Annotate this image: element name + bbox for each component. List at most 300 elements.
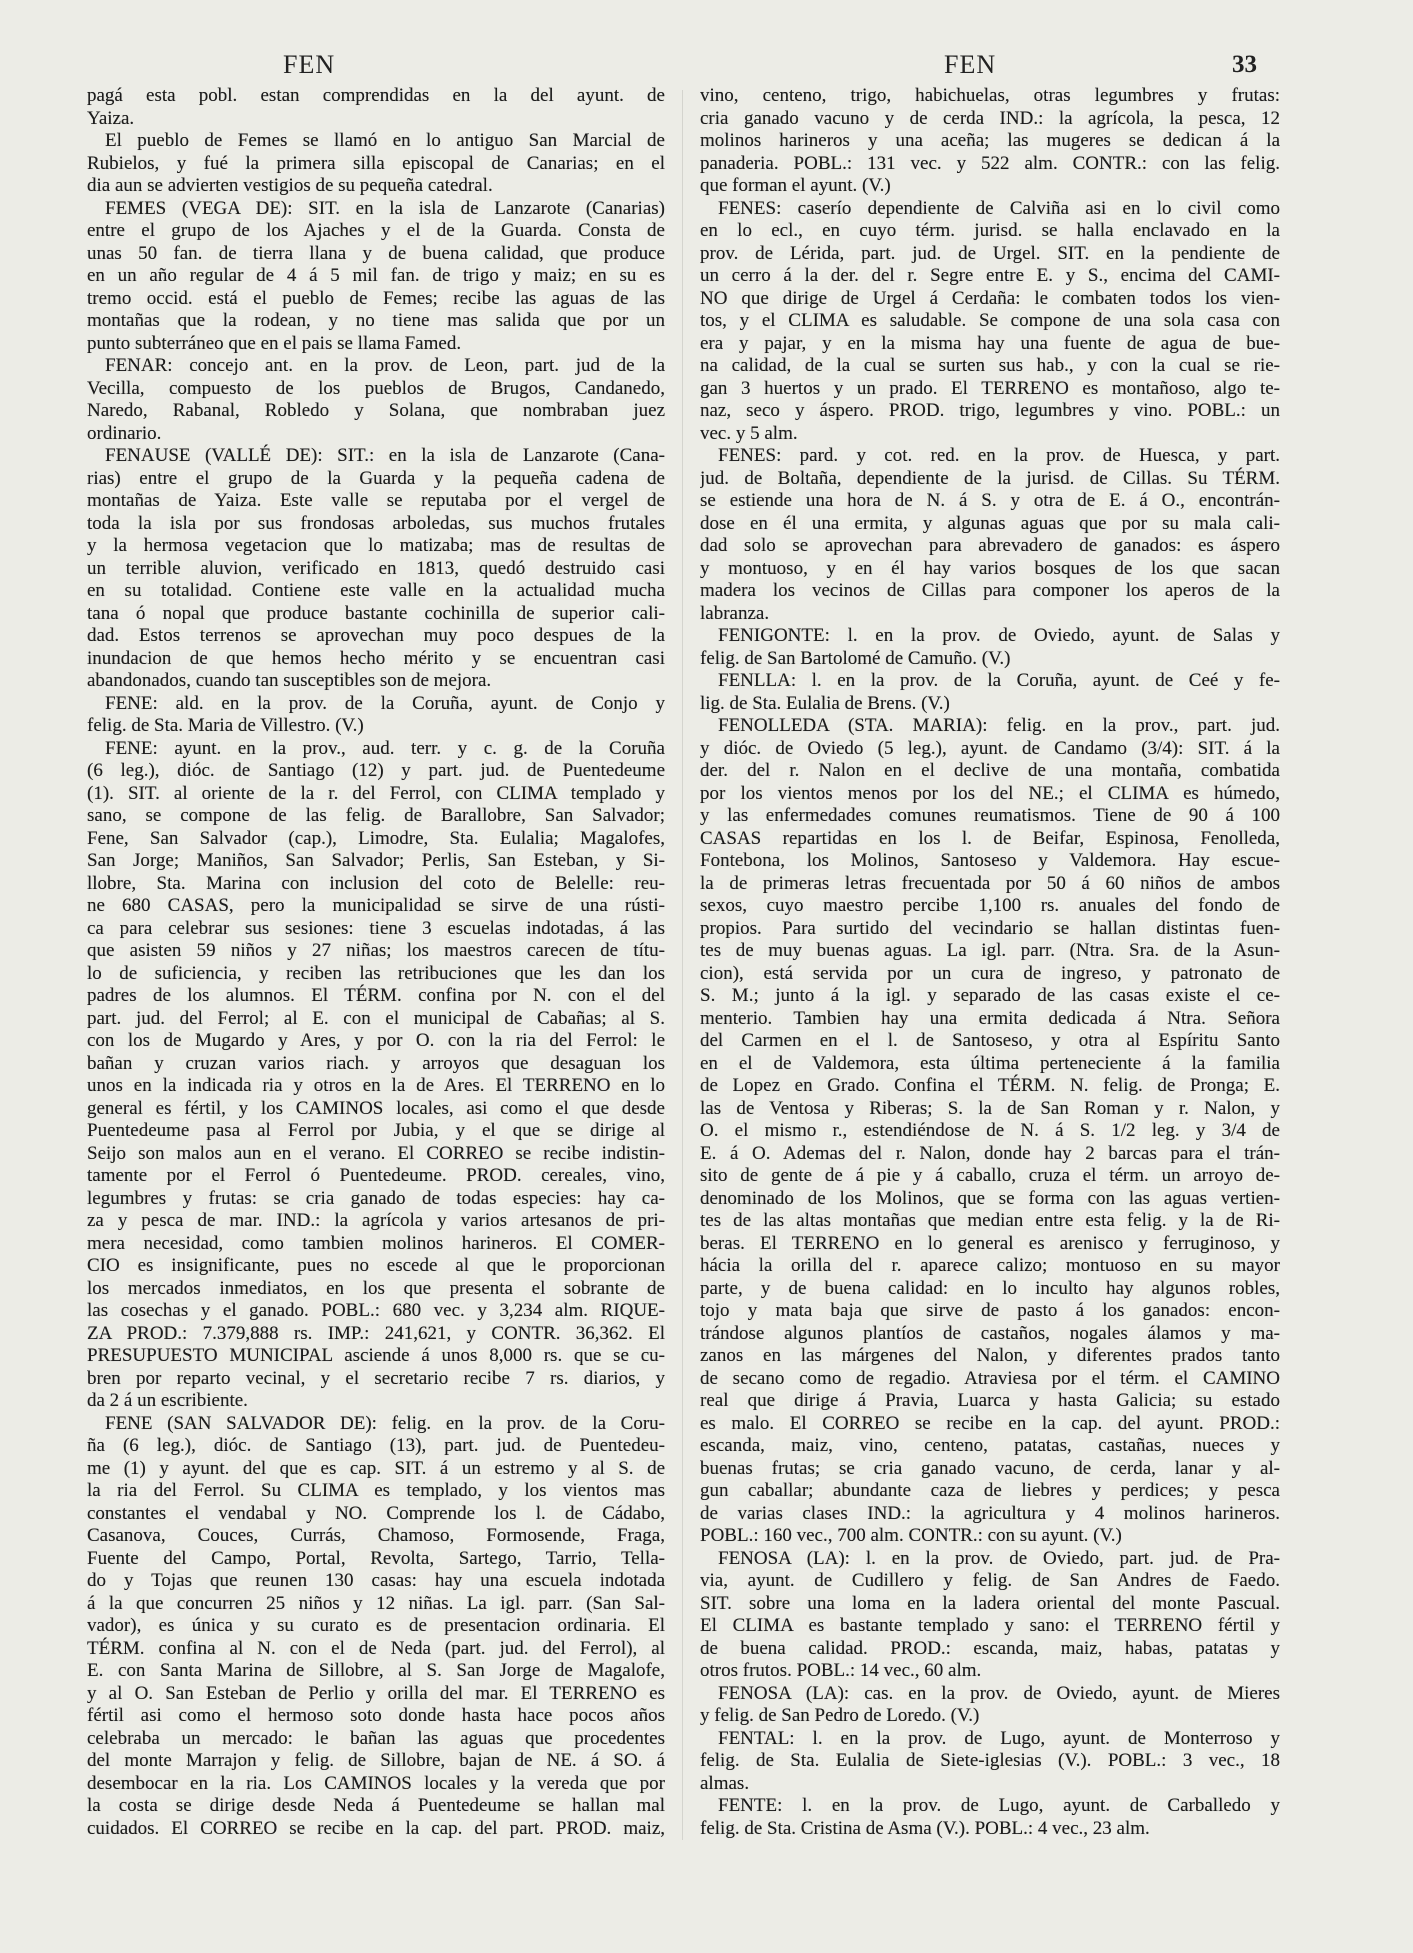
text-line — [87, 1323, 665, 1346]
text-line — [87, 1435, 665, 1458]
line-text: unos en la indicada ria y otros en la de Ares. El TERRENO en lo — [87, 1075, 665, 1096]
text-line — [87, 1143, 665, 1166]
text-line — [700, 1233, 1280, 1256]
text-line — [87, 400, 665, 423]
line-text: las cosechas y el ganado. POBL.: 680 vec. y 3,234 alm. RIQUE- — [87, 1300, 665, 1321]
entry-first-line — [700, 445, 1280, 468]
line-text: me (1) y ayunt. del que es cap. SIT. á un estremo y al S. de — [87, 1457, 665, 1479]
text-line — [700, 580, 1280, 603]
line-text: O. el mismo r., estendiéndose de N. á S. 1/2 leg. y 3/4 de — [700, 1120, 1280, 1141]
text-line — [87, 1818, 665, 1841]
text-line — [87, 1683, 665, 1706]
entry-first-line — [87, 130, 665, 153]
line-text: las de Ventosa y Riberas; S. la de San Roman y r. Nalon, y — [700, 1097, 1280, 1119]
line-text: menterio. Tambien hay una ermita dedicada á Ntra. Señora — [700, 1007, 1280, 1029]
text-line — [700, 1143, 1280, 1166]
line-text: pagá esta pobl. estan comprendidas en la del ayunt. de — [87, 85, 665, 106]
text-line — [87, 580, 665, 603]
text-line — [700, 558, 1280, 581]
text-line — [87, 940, 665, 963]
line-text: toda la isla por sus frondosas arboledas, sus muchos frutales — [87, 512, 665, 534]
text-line — [700, 760, 1280, 783]
line-text: es malo. El CORREO se recibe en la cap. del ayunt. PROD.: — [700, 1412, 1280, 1434]
line-text: bañan y cruzan varios riach. y arroyos que desaguan los — [87, 1052, 665, 1074]
line-text: gun caballar; abundante caza de liebres y perdices; y pesca — [700, 1480, 1280, 1501]
text-line — [87, 918, 665, 941]
text-line — [87, 1188, 665, 1211]
line-text: fértil asi como el hermoso soto donde hasta hace pocos años — [87, 1705, 665, 1726]
line-text: (1). SIT. al oriente de la r. del Ferrol, con CLIMA templado y — [87, 782, 665, 804]
text-line — [700, 850, 1280, 873]
text-line — [700, 985, 1280, 1008]
line-text: dad solo se aprovechan para abrevadero de ganados: es áspero — [700, 535, 1280, 556]
text-line — [700, 85, 1280, 108]
text-line — [700, 1435, 1280, 1458]
line-text: tremo occid. está el pueblo de Femes; recibe las aguas de las — [87, 287, 665, 309]
line-text: Yaiza. — [87, 107, 135, 129]
line-text: tes de las altas montañas que median entre esta felig. y la de Ri- — [700, 1210, 1280, 1231]
entry-first-line — [87, 1413, 665, 1436]
line-text: mera necesidad, como tambien molinos harineros. El COMER- — [87, 1232, 665, 1254]
text-line — [87, 1660, 665, 1683]
line-text: por los vientos menos por los del NE.; el CLIMA es húmedo, — [700, 782, 1280, 804]
line-text: E. con Santa Marina de Sillobre, al S. San Jorge de Magalofe, — [87, 1660, 665, 1681]
line-text: la costa se dirige desde Neda á Puentedeume se hallan mal — [87, 1795, 665, 1816]
text-line — [87, 85, 665, 108]
text-line — [700, 1120, 1280, 1143]
text-line — [700, 1458, 1280, 1481]
line-text: denominado de los Molinos, que se forma con las aguas vertien- — [700, 1187, 1280, 1209]
text-line — [87, 1210, 665, 1233]
line-text: NO que dirige de Urgel á Cerdaña: le combaten todos los vien- — [700, 287, 1280, 309]
text-line — [700, 1390, 1280, 1413]
text-line — [700, 130, 1280, 153]
text-line — [700, 1750, 1280, 1773]
text-line — [87, 333, 665, 356]
line-text: na calidad, de la cual se surten sus hab., y con la cual se rie- — [700, 355, 1280, 376]
line-text: del monte Marrajon y felig. de Sillobre, bajan de NE. á SO. á — [87, 1750, 665, 1771]
line-text: de Lopez en Grado. Confina el TÉRM. N. felig. de Pronga; E. — [700, 1075, 1280, 1096]
line-text: CASAS repartidas en los l. de Beifar, Espinosa, Fenolleda, — [700, 827, 1280, 849]
text-line — [87, 1030, 665, 1053]
line-text: FENE: ayunt. en la prov., aud. terr. y c. g. de la Coruña — [105, 737, 665, 759]
line-text: tos, y el CLIMA es saludable. Se compone de una sola casa con — [700, 310, 1280, 331]
text-line — [87, 1458, 665, 1481]
text-line — [87, 153, 665, 176]
line-text: FENOLLEDA (STA. MARIA): felig. en la prov., part. jud. — [718, 715, 1280, 736]
line-text: der. del r. Nalon en el declive de una montaña, combatida — [700, 760, 1280, 781]
line-text: de secano como de regadio. Atraviesa por el térm. el CAMINO — [700, 1367, 1280, 1389]
text-line — [87, 1008, 665, 1031]
text-line — [700, 873, 1280, 896]
line-text: FENTE: l. en la prov. de Lugo, ayunt. de Carballedo y — [718, 1795, 1280, 1816]
text-line — [700, 378, 1280, 401]
text-line — [700, 940, 1280, 963]
line-text: entre el grupo de los Ajaches y el de la Guarda. Consta de — [87, 220, 665, 241]
text-line — [87, 603, 665, 626]
text-line — [700, 783, 1280, 806]
line-text: felig. de Sta. Eulalia de Siete-iglesias (V.). POBL.: 3 vec., 18 — [700, 1750, 1280, 1771]
text-line — [87, 1098, 665, 1121]
text-line — [700, 1773, 1280, 1796]
line-text: parte, y de buena calidad: en lo inculto hay algunos robles, — [700, 1277, 1280, 1299]
text-line — [87, 850, 665, 873]
text-line — [87, 648, 665, 671]
text-line — [700, 1660, 1280, 1683]
text-line — [87, 1233, 665, 1256]
line-text: S. M.; junto á la igl. y separado de las casas existe el ce- — [700, 985, 1280, 1006]
line-text: unas 50 fan. de tierra llana y de buena calidad, que produce — [87, 242, 665, 264]
line-text: labranza. — [700, 602, 770, 624]
entry-first-line — [700, 670, 1280, 693]
line-text: beras. El TERRENO en lo general es arenisco y ferruginoso, y — [700, 1232, 1280, 1254]
text-line — [87, 288, 665, 311]
line-text: zanos en las márgenes del Nalon, y diferentes prados tanto — [700, 1345, 1280, 1366]
text-line — [87, 1120, 665, 1143]
text-line — [87, 558, 665, 581]
entry-first-line — [87, 355, 665, 378]
text-line — [700, 243, 1280, 266]
text-line — [700, 1188, 1280, 1211]
line-text: molinos harineros y una aceña; las mugeres se dedican á la — [700, 130, 1280, 151]
line-text: Naredo, Rabanal, Robledo y Solana, que nombraban juez — [87, 400, 665, 421]
entry-first-line — [700, 1548, 1280, 1571]
line-text: constantes el vendabal y NO. Comprende los l. de Cádabo, — [87, 1502, 665, 1524]
text-line — [700, 1300, 1280, 1323]
line-text: tes de muy buenas aguas. La igl. parr. (Ntra. Sra. de la Asun- — [700, 940, 1280, 961]
page-number: 33 — [1232, 51, 1257, 78]
line-text: á la que concurren 25 niños y 12 niñas. La igl. parr. (San Sal- — [87, 1592, 665, 1614]
line-text: panaderia. POBL.: 131 vec. y 522 alm. CONTR.: con las felig. — [700, 152, 1280, 174]
line-text: FENLLA: l. en la prov. de la Coruña, ayunt. de Ceé y fe- — [718, 670, 1280, 691]
text-line — [87, 378, 665, 401]
line-text: y dióc. de Oviedo (5 leg.), ayunt. de Candamo (3/4): SIT. á la — [700, 737, 1280, 759]
line-text: desembocar en la ria. Los CAMINOS locales y la vereda que por — [87, 1772, 665, 1794]
text-line — [87, 1480, 665, 1503]
text-line — [87, 1615, 665, 1638]
text-line — [700, 513, 1280, 536]
text-line — [700, 220, 1280, 243]
line-text: FEMES (VEGA DE): SIT. en la isla de Lanzarote (Canarias) — [105, 197, 665, 219]
text-line — [87, 1638, 665, 1661]
line-text: Fene, San Salvador (cap.), Limodre, Sta. Eulalia; Magalofes, — [87, 827, 665, 849]
line-text: en el de Valdemora, esta última perteneciente á la familia — [700, 1052, 1280, 1074]
text-line — [87, 310, 665, 333]
text-line — [87, 1773, 665, 1796]
text-line — [700, 1638, 1280, 1661]
line-text: celebraba un mercado: le bañan las aguas que procedentes — [87, 1727, 665, 1749]
text-line — [87, 108, 665, 131]
text-line — [700, 1008, 1280, 1031]
line-text: llobre, Sta. Marina con inclusion del coto de Belelle: reu- — [87, 872, 665, 894]
line-text: lo de suficiencia, y reciben las retribuciones que les dan los — [87, 962, 665, 984]
line-text: en un año regular de 4 á 5 mil fan. de trigo y maiz; en su es — [87, 265, 665, 286]
text-line — [700, 648, 1280, 671]
line-text: lig. de Sta. Eulalia de Brens. (V.) — [700, 692, 950, 714]
line-text: felig. de Sta. Cristina de Asma (V.). POBL.: 4 vec., 23 alm. — [700, 1817, 1150, 1839]
line-text: FENE: ald. en la prov. de la Coruña, ayunt. de Conjo y — [105, 692, 665, 714]
entry-first-line — [700, 1683, 1280, 1706]
right-column — [700, 85, 1280, 1840]
line-text: FENAUSE (VALLÉ DE): SIT.: en la isla de Lanzarote (Cana- — [105, 445, 665, 466]
line-text: (6 leg.), dióc. de Santiago (12) y part. jud. de Puentedeume — [87, 760, 665, 781]
entry-first-line — [700, 1795, 1280, 1818]
entry-first-line — [700, 1728, 1280, 1751]
line-text: Fuente del Campo, Portal, Revolta, Sartego, Tarrio, Tella- — [87, 1547, 665, 1569]
line-text: del Carmen en el l. de Santoseso, y otra al Espíritu Santo — [700, 1030, 1280, 1051]
text-line — [700, 108, 1280, 131]
text-line — [87, 873, 665, 896]
text-line — [87, 1345, 665, 1368]
line-text: PRESUPUESTO MUNICIPAL asciende á unos 8,000 rs. que se cu- — [87, 1345, 665, 1366]
text-line — [87, 423, 665, 446]
text-line — [87, 175, 665, 198]
text-line — [700, 355, 1280, 378]
line-text: San Jorge; Maniños, San Salvador; Perlis, San Esteban, y Si- — [87, 850, 665, 871]
line-text: y felig. de San Pedro de Loredo. (V.) — [700, 1705, 980, 1726]
text-line — [700, 1255, 1280, 1278]
line-text: Puentedeume pasa al Ferrol por Jubia, y el que se dirige al — [87, 1120, 665, 1141]
text-line — [700, 1705, 1280, 1728]
text-line — [87, 783, 665, 806]
line-text: inundacion de que hemos hecho mérito y se encuentran casi — [87, 647, 665, 669]
line-text: naz, seco y áspero. PROD. trigo, legumbres y vino. POBL.: un — [700, 400, 1280, 421]
text-line — [700, 153, 1280, 176]
line-text: vino, centeno, trigo, habichuelas, otras legumbres y frutas: — [700, 85, 1280, 106]
text-line — [700, 693, 1280, 716]
line-text: FENES: caserío dependiente de Calviña asi en lo civil como — [718, 197, 1280, 219]
line-text: montañas que la rodean, y no tiene mas salida que por un — [87, 310, 665, 331]
line-text: buenas frutas; se cria ganado vacuno, de cerda, lanar y al- — [700, 1457, 1280, 1479]
text-line — [87, 1548, 665, 1571]
line-text: bren por reparto vecinal, y el secretario recibe 7 rs. diarios, y — [87, 1367, 665, 1389]
text-line — [87, 1390, 665, 1413]
text-line — [87, 1750, 665, 1773]
text-line — [87, 265, 665, 288]
text-line — [87, 1593, 665, 1616]
entry-first-line — [87, 198, 665, 221]
text-line — [87, 1705, 665, 1728]
line-text: sito de gente de á pie y á caballo, cruza el térm. un arroyo de- — [700, 1165, 1280, 1186]
line-text: y la hermosa vegetacion que lo matizaba; mas de resultas de — [87, 535, 665, 556]
text-line — [87, 490, 665, 513]
text-line — [87, 805, 665, 828]
text-line — [87, 1255, 665, 1278]
text-line — [87, 1570, 665, 1593]
text-line — [87, 513, 665, 536]
text-line — [700, 333, 1280, 356]
line-text: Fontebona, los Molinos, Santoseso y Valdemora. Hay escue- — [700, 850, 1280, 871]
line-text: madera los vecinos de Cillas para componer los aperos de la — [700, 580, 1280, 601]
text-line — [700, 1503, 1280, 1526]
line-text: de buena calidad. PROD.: escanda, maiz, habas, patatas y — [700, 1637, 1280, 1659]
line-text: se estiende una hora de N. á S. y otra de E. á O., encontrán- — [700, 490, 1280, 511]
line-text: via, ayunt. de Cudillero y felig. de San Andres de Faedo. — [700, 1570, 1280, 1591]
line-text: general es fértil, y los CAMINOS locales, asi como el que desde — [87, 1097, 665, 1119]
line-text: FENAR: concejo ant. en la prov. de Leon, part. jud de la — [105, 355, 665, 376]
text-line — [700, 1818, 1280, 1841]
line-text: de varias clases IND.: la agricultura y 4 molinos harineros. — [700, 1502, 1280, 1524]
line-text: dia aun se advierten vestigios de su pequeña catedral. — [87, 175, 493, 196]
text-line — [87, 1795, 665, 1818]
line-text: dad. Estos terrenos se aprovechan muy poco despues de la — [87, 625, 665, 646]
line-text: da 2 á un escribiente. — [87, 1390, 248, 1411]
line-text: TÉRM. confina al N. con el de Neda (part. jud. del Ferrol), al — [87, 1637, 665, 1659]
line-text: FENES: pard. y cot. red. en la prov. de Huesca, y part. — [718, 445, 1280, 466]
text-line — [87, 715, 665, 738]
entry-first-line — [87, 738, 665, 761]
text-line — [700, 963, 1280, 986]
line-text: que asisten 59 niños y 27 niñas; los maestros carecen de títu- — [87, 940, 665, 961]
text-line — [87, 963, 665, 986]
line-text: jud. de Boltaña, dependiente de la jurisd. de Cillas. Su TÉRM. — [700, 467, 1280, 489]
line-text: un terrible aluvion, verificado en 1813, quedó destruido casi — [87, 557, 665, 579]
text-line — [87, 1503, 665, 1526]
line-text: padres de los alumnos. El TÉRM. confina por N. con el del — [87, 985, 665, 1006]
line-text: rias) entre el grupo de la Guarda y la pequeña cadena de — [87, 467, 665, 489]
text-line — [87, 1300, 665, 1323]
text-line — [700, 423, 1280, 446]
line-text: almas. — [700, 1772, 750, 1794]
line-text: real que dirige á Pravia, Luarca y hasta Galicia; su estado — [700, 1390, 1280, 1411]
line-text: ca para celebrar sus sesiones: tiene 3 escuelas indotadas, á las — [87, 917, 665, 939]
line-text: sexos, cuyo maestro percibe 1,100 rs. anuales del fondo de — [700, 895, 1280, 916]
line-text: El CLIMA es bastante templado y sano: el TERRENO fértil y — [700, 1615, 1280, 1636]
line-text: era y pajar, y en la misma hay una fuente de agua de bue- — [700, 332, 1280, 354]
line-text: que forman el ayunt. (V.) — [700, 175, 891, 196]
text-line — [87, 985, 665, 1008]
line-text: y al O. San Esteban de Perlio y orilla del mar. El TERRENO es — [87, 1682, 665, 1704]
text-line — [87, 760, 665, 783]
column-rule — [682, 90, 683, 1840]
line-text: FENIGONTE: l. en la prov. de Oviedo, ayunt. de Salas y — [718, 625, 1280, 646]
text-line — [700, 1413, 1280, 1436]
line-text: CIO es insignificante, pues no escede al que le proporcionan — [87, 1255, 665, 1276]
text-line — [700, 265, 1280, 288]
line-text: POBL.: 160 vec., 700 alm. CONTR.: con su ayunt. (V.) — [700, 1525, 1122, 1546]
line-text: za y pesca de mar. IND.: la agrícola y varios artesanos de pri- — [87, 1210, 665, 1231]
text-line — [87, 670, 665, 693]
line-text: propios. Para surtido del vecindario se hallan distintas fuen- — [700, 917, 1280, 939]
text-line — [87, 535, 665, 558]
text-line — [700, 1368, 1280, 1391]
line-text: los mercados inmediatos, en los que presenta el sobrante de — [87, 1277, 665, 1299]
line-text: sano, se compone de las felig. de Barallobre, San Salvador; — [87, 805, 665, 826]
text-line — [700, 288, 1280, 311]
text-line — [700, 1480, 1280, 1503]
line-text: tamente por el Ferrol ó Puentedeume. PROD. cereales, vino, — [87, 1165, 665, 1186]
line-text: abandonados, cuando tan susceptibles son de mejora. — [87, 670, 492, 691]
text-line — [700, 895, 1280, 918]
line-text: Casanova, Couces, Currás, Chamoso, Formosende, Fraga, — [87, 1525, 665, 1546]
line-text: montañas de Yaiza. Este valle se reputaba por el vergel de — [87, 490, 665, 511]
line-text: felig. de San Bartolomé de Camuño. (V.) — [700, 647, 1011, 669]
line-text: en su totalidad. Contiene este valle en la actualidad mucha — [87, 580, 665, 601]
text-line — [700, 1593, 1280, 1616]
line-text: ordinario. — [87, 422, 162, 444]
line-text: Seijo son malos aun en el verano. El CORREO se recibe indistin- — [87, 1142, 665, 1164]
line-text: escanda, maiz, vino, centeno, patatas, castañas, nueces y — [700, 1435, 1280, 1456]
line-text: ZA PROD.: 7.379,888 rs. IMP.: 241,621, y CONTR. 36,362. El — [87, 1322, 665, 1344]
running-head-right: FEN — [944, 50, 997, 79]
line-text: otros frutos. POBL.: 14 vec., 60 alm. — [700, 1660, 982, 1681]
text-line — [700, 828, 1280, 851]
line-text: do y Tojas que reunen 130 casas: hay una escuela indotada — [87, 1570, 665, 1591]
text-line — [87, 243, 665, 266]
left-column — [87, 85, 665, 1840]
line-text: hácia la orilla del r. aparece calizo; montuoso en su mayor — [700, 1255, 1280, 1276]
text-line — [700, 310, 1280, 333]
line-text: prov. de Lérida, part. jud. de Urgel. SIT. en la pendiente de — [700, 242, 1280, 264]
line-text: FENOSA (LA): l. en la prov. de Oviedo, part. jud. de Pra- — [718, 1547, 1280, 1569]
text-line — [87, 1075, 665, 1098]
text-line — [700, 535, 1280, 558]
text-line — [700, 738, 1280, 761]
line-text: vec. y 5 alm. — [700, 422, 798, 444]
line-text: part. jud. del Ferrol; al E. con el municipal de Cabañas; al S. — [87, 1007, 665, 1029]
line-text: la de primeras letras frecuentada por 50 á 60 niños de ambos — [700, 872, 1280, 894]
line-text: tojo y mata baja que sirve de pasto á los ganados: encon- — [700, 1300, 1280, 1321]
line-text: gan 3 huertos y un prado. El TERRENO es montañoso, algo te- — [700, 377, 1280, 399]
text-line — [700, 400, 1280, 423]
text-line — [700, 1570, 1280, 1593]
line-text: un cerro á la der. del r. Segre entre E. y S., encima del CAMI- — [700, 265, 1280, 286]
text-line — [700, 468, 1280, 491]
entry-first-line — [700, 198, 1280, 221]
text-line — [700, 490, 1280, 513]
text-line — [87, 1278, 665, 1301]
line-text: cion), está servida por un cura de ingreso, y patronato de — [700, 962, 1280, 984]
text-line — [87, 1165, 665, 1188]
entry-first-line — [87, 693, 665, 716]
text-line — [87, 625, 665, 648]
line-text: Rubielos, y fué la primera silla episcopal de Canarias; en el — [87, 152, 665, 174]
text-line — [700, 1345, 1280, 1368]
line-text: FENOSA (LA): cas. en la prov. de Oviedo, ayunt. de Mieres — [718, 1682, 1280, 1704]
text-line — [87, 895, 665, 918]
text-line — [700, 1323, 1280, 1346]
line-text: felig. de Sta. Maria de Villestro. (V.) — [87, 715, 364, 736]
line-text: la ria del Ferrol. Su CLIMA es templado, y los vientos mas — [87, 1480, 665, 1501]
text-line — [700, 1210, 1280, 1233]
text-line — [87, 220, 665, 243]
text-line — [700, 1030, 1280, 1053]
text-line — [87, 1053, 665, 1076]
text-line — [700, 1165, 1280, 1188]
text-line — [700, 1278, 1280, 1301]
text-line — [87, 1728, 665, 1751]
line-text: y montuoso, y en él hay varios bosques de los que sacan — [700, 557, 1280, 579]
entry-first-line — [700, 625, 1280, 648]
line-text: FENTAL: l. en la prov. de Lugo, ayunt. de Monterroso y — [718, 1727, 1280, 1749]
text-line — [87, 828, 665, 851]
text-line — [700, 175, 1280, 198]
line-text: E. á O. Ademas del r. Nalon, donde hay 2 barcas para el trán- — [700, 1142, 1280, 1164]
text-line — [700, 1525, 1280, 1548]
line-text: legumbres y frutas: se cria ganado de todas especies: hay ca- — [87, 1187, 665, 1209]
text-line — [700, 603, 1280, 626]
line-text: SIT. sobre una loma en la ladera oriental del monte Pascual. — [700, 1592, 1280, 1614]
line-text: ne 680 CASAS, pero la municipalidad se sirve de una rústi- — [87, 895, 665, 916]
text-line — [700, 1098, 1280, 1121]
text-line — [700, 918, 1280, 941]
line-text: Vecilla, compuesto de los pueblos de Brugos, Candanedo, — [87, 377, 665, 399]
text-line — [700, 1053, 1280, 1076]
text-line — [700, 1615, 1280, 1638]
line-text: cuidados. El CORREO se recibe en la cap. del part. PROD. maiz, — [87, 1817, 665, 1839]
line-text: y las enfermedades comunes reumatismos. Tiene de 90 á 100 — [700, 805, 1280, 826]
entry-first-line — [87, 445, 665, 468]
